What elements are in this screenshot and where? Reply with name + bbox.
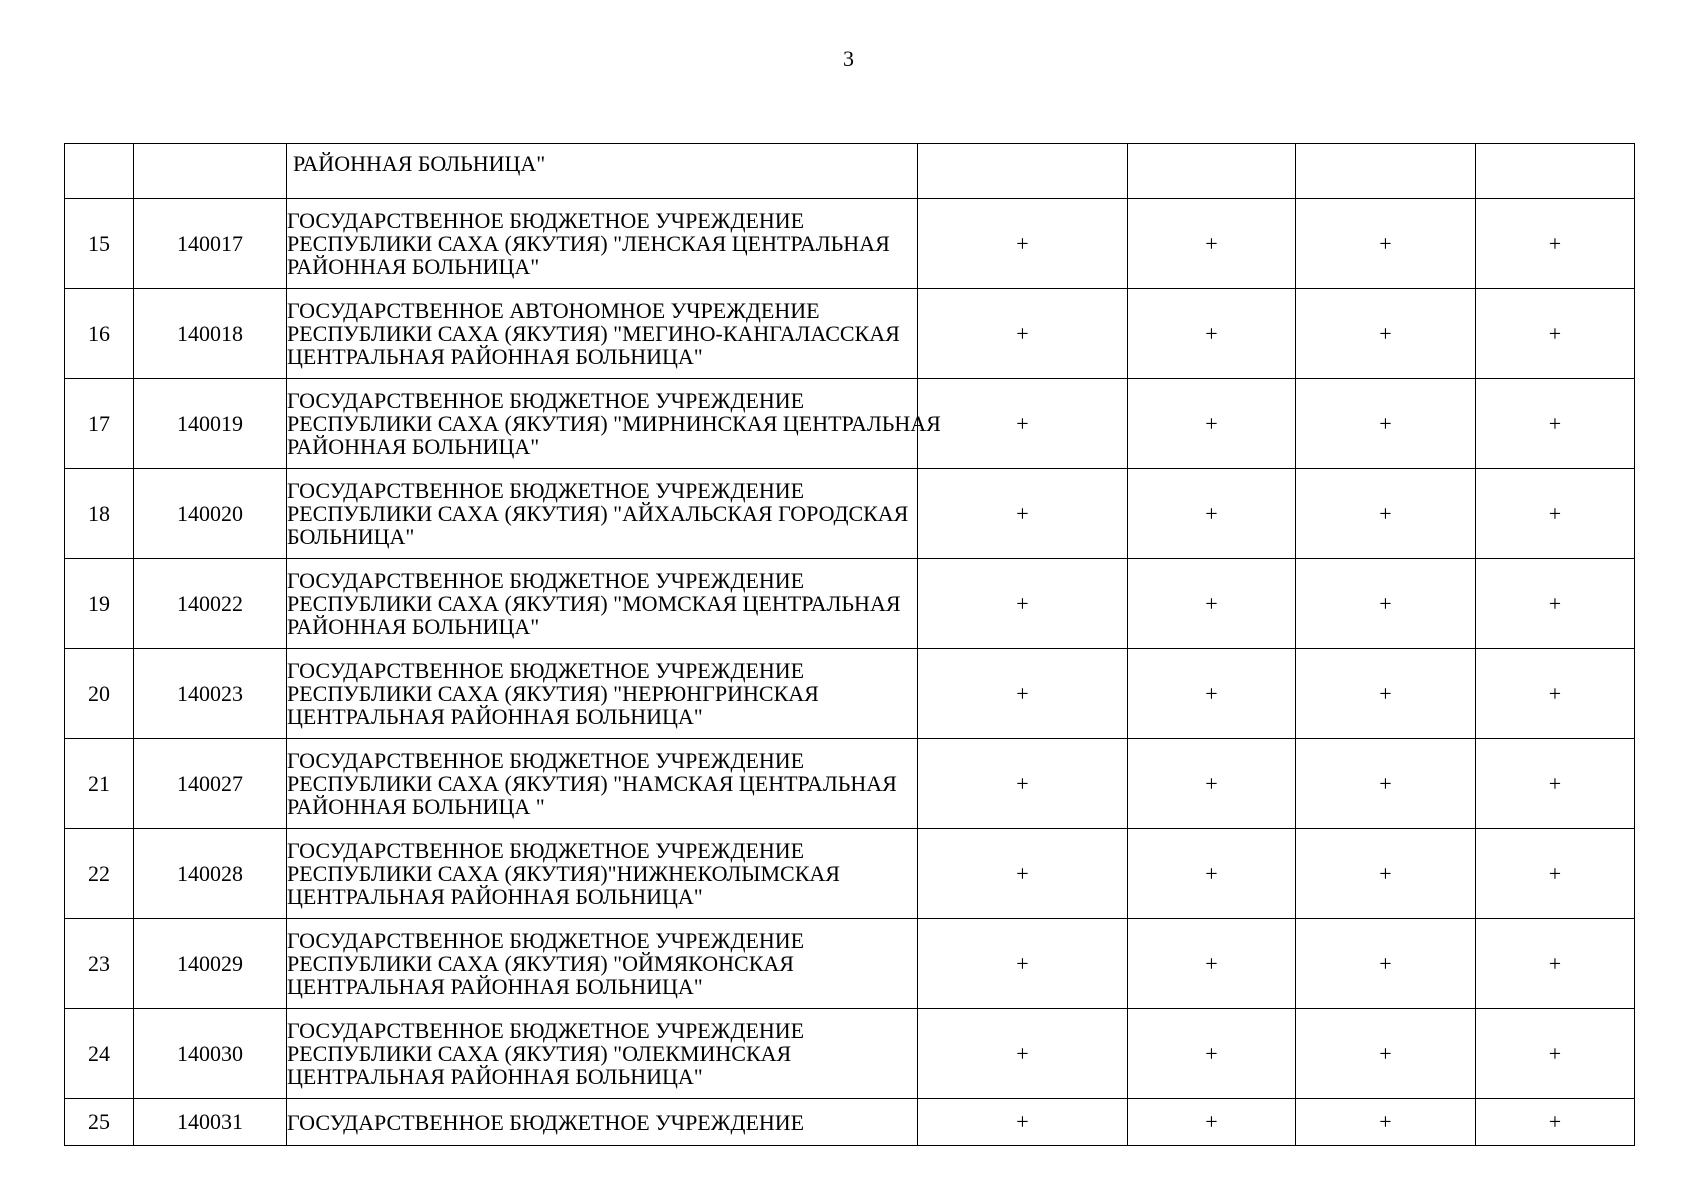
- mark-cell: +: [1296, 829, 1476, 919]
- organization-name-cell: [287, 559, 918, 649]
- mark-cell: [1128, 144, 1296, 199]
- mark-cell: +: [1296, 199, 1476, 289]
- mark-cell: +: [1476, 1009, 1635, 1099]
- mark-cell: [1296, 144, 1476, 199]
- organization-name-line: ГОСУДАРСТВЕННОЕ БЮДЖЕТНОЕ УЧРЕЖДЕНИЕ: [287, 838, 805, 863]
- organization-name-cell: [287, 144, 918, 199]
- row-number-cell: 22: [65, 829, 134, 919]
- organization-name-line: ГОСУДАРСТВЕННОЕ БЮДЖЕТНОЕ УЧРЕЖДЕНИЕ: [287, 928, 805, 953]
- mark-cell: +: [918, 469, 1128, 559]
- organization-name-line: РЕСПУБЛИКИ САХА (ЯКУТИЯ) "ОЙМЯКОНСКАЯ: [287, 951, 794, 976]
- mark-cell: +: [1476, 919, 1635, 1009]
- row-number-cell: 18: [65, 469, 134, 559]
- organization-name-line: ГОСУДАРСТВЕННОЕ БЮДЖЕТНОЕ УЧРЕЖДЕНИЕ: [287, 208, 805, 233]
- mark-cell: +: [1128, 289, 1296, 379]
- table-row: [65, 649, 1635, 739]
- mark-cell: +: [1128, 739, 1296, 829]
- mark-cell: +: [1476, 469, 1635, 559]
- organization-name-line: РАЙОННАЯ БОЛЬНИЦА": [287, 614, 540, 639]
- mark-cell: +: [1296, 1009, 1476, 1099]
- mark-cell: +: [1296, 559, 1476, 649]
- table-row: [65, 559, 1635, 649]
- organization-name-cell: [287, 829, 918, 919]
- organizations-table: [64, 143, 1635, 1146]
- organization-name-line: РЕСПУБЛИКИ САХА (ЯКУТИЯ)"НИЖНЕКОЛЫМСКАЯ: [287, 861, 840, 886]
- organization-name-line: РЕСПУБЛИКИ САХА (ЯКУТИЯ) "МИРНИНСКАЯ ЦЕНТРАЛЬНАЯ: [287, 411, 941, 436]
- organization-name-line: РЕСПУБЛИКИ САХА (ЯКУТИЯ) "ЛЕНСКАЯ ЦЕНТРАЛЬНАЯ: [287, 231, 890, 256]
- row-number-cell: 15: [65, 199, 134, 289]
- registry-code-cell: 140022: [134, 559, 287, 649]
- organization-name-line: РАЙОННАЯ БОЛЬНИЦА ": [287, 794, 545, 819]
- organization-name-line: РАЙОННАЯ БОЛЬНИЦА": [287, 254, 540, 279]
- table-row: [65, 469, 1635, 559]
- organization-name-cell: [287, 289, 918, 379]
- registry-code-cell: 140030: [134, 1009, 287, 1099]
- mark-cell: +: [1128, 379, 1296, 469]
- continuation-row: [65, 144, 1635, 199]
- mark-cell: [918, 144, 1128, 199]
- organization-name-line: РЕСПУБЛИКИ САХА (ЯКУТИЯ) "ОЛЕКМИНСКАЯ: [287, 1041, 792, 1066]
- mark-cell: +: [1296, 289, 1476, 379]
- table-body: [65, 144, 1635, 1146]
- organization-name-line: РАЙОННАЯ БОЛЬНИЦА": [287, 434, 540, 459]
- organization-name-line: ГОСУДАРСТВЕННОЕ БЮДЖЕТНОЕ УЧРЕЖДЕНИЕ: [287, 568, 805, 593]
- row-number-cell: 25: [65, 1099, 134, 1146]
- organization-name-cell: [287, 649, 918, 739]
- table-row: [65, 379, 1635, 469]
- mark-cell: +: [1296, 469, 1476, 559]
- organization-name-line: РАЙОННАЯ БОЛЬНИЦА": [293, 151, 546, 176]
- row-number-cell: 17: [65, 379, 134, 469]
- organization-name-line: ЦЕНТРАЛЬНАЯ РАЙОННАЯ БОЛЬНИЦА": [287, 704, 703, 729]
- table-row: [65, 289, 1635, 379]
- mark-cell: +: [918, 739, 1128, 829]
- organization-name-cell: [287, 739, 918, 829]
- row-number-cell: 20: [65, 649, 134, 739]
- mark-cell: +: [918, 919, 1128, 1009]
- mark-cell: +: [918, 1009, 1128, 1099]
- mark-cell: +: [918, 1099, 1128, 1146]
- mark-cell: +: [1476, 379, 1635, 469]
- row-number-cell: 23: [65, 919, 134, 1009]
- mark-cell: +: [1296, 739, 1476, 829]
- registry-code-cell: [134, 144, 287, 199]
- mark-cell: +: [1476, 649, 1635, 739]
- registry-code-cell: 140029: [134, 919, 287, 1009]
- mark-cell: +: [918, 199, 1128, 289]
- table-row: [65, 829, 1635, 919]
- table-row: [65, 739, 1635, 829]
- organization-name-line: ГОСУДАРСТВЕННОЕ БЮДЖЕТНОЕ УЧРЕЖДЕНИЕ: [287, 1018, 805, 1043]
- mark-cell: +: [1128, 469, 1296, 559]
- organization-name-line: ГОСУДАРСТВЕННОЕ БЮДЖЕТНОЕ УЧРЕЖДЕНИЕ: [287, 1109, 805, 1135]
- mark-cell: +: [1128, 1099, 1296, 1146]
- mark-cell: +: [1128, 649, 1296, 739]
- organization-name-line: РЕСПУБЛИКИ САХА (ЯКУТИЯ) "МОМСКАЯ ЦЕНТРАЛЬНАЯ: [287, 591, 901, 616]
- organization-name-line: БОЛЬНИЦА": [287, 524, 415, 549]
- organization-name-line: РЕСПУБЛИКИ САХА (ЯКУТИЯ) "НЕРЮНГРИНСКАЯ: [287, 681, 819, 706]
- table-row: [65, 199, 1635, 289]
- table-row: [65, 1099, 1635, 1146]
- row-number-cell: 21: [65, 739, 134, 829]
- mark-cell: +: [1296, 1099, 1476, 1146]
- organization-name-line: ЦЕНТРАЛЬНАЯ РАЙОННАЯ БОЛЬНИЦА": [287, 974, 703, 999]
- organization-name-cell: [287, 1099, 918, 1146]
- registry-code-cell: 140017: [134, 199, 287, 289]
- mark-cell: +: [1296, 379, 1476, 469]
- mark-cell: +: [918, 559, 1128, 649]
- registry-code-cell: 140019: [134, 379, 287, 469]
- organization-name-line: РЕСПУБЛИКИ САХА (ЯКУТИЯ) "АЙХАЛЬСКАЯ ГОРОДСКАЯ: [287, 501, 909, 526]
- mark-cell: +: [1476, 829, 1635, 919]
- page-number: 3: [843, 46, 854, 71]
- organization-name-line: ЦЕНТРАЛЬНАЯ РАЙОННАЯ БОЛЬНИЦА": [287, 1064, 703, 1089]
- mark-cell: +: [1476, 1099, 1635, 1146]
- mark-cell: +: [918, 649, 1128, 739]
- mark-cell: +: [1128, 199, 1296, 289]
- mark-cell: +: [1476, 559, 1635, 649]
- mark-cell: +: [1128, 829, 1296, 919]
- mark-cell: +: [918, 829, 1128, 919]
- mark-cell: +: [1296, 919, 1476, 1009]
- table-row: [65, 1009, 1635, 1099]
- row-number-cell: [65, 144, 134, 199]
- registry-code-cell: 140028: [134, 829, 287, 919]
- registry-code-cell: 140020: [134, 469, 287, 559]
- registry-code-cell: 140018: [134, 289, 287, 379]
- registry-code-cell: 140031: [134, 1099, 287, 1146]
- mark-cell: +: [1128, 919, 1296, 1009]
- mark-cell: [1476, 144, 1635, 199]
- organization-name-cell: [287, 469, 918, 559]
- organization-name-line: ГОСУДАРСТВЕННОЕ БЮДЖЕТНОЕ УЧРЕЖДЕНИЕ: [287, 478, 805, 503]
- registry-code-cell: 140023: [134, 649, 287, 739]
- mark-cell: +: [918, 289, 1128, 379]
- mark-cell: +: [1476, 289, 1635, 379]
- row-number-cell: 24: [65, 1009, 134, 1099]
- row-number-cell: 19: [65, 559, 134, 649]
- mark-cell: +: [1476, 739, 1635, 829]
- mark-cell: +: [1128, 1009, 1296, 1099]
- table-row: [65, 919, 1635, 1009]
- organization-name-line: ГОСУДАРСТВЕННОЕ БЮДЖЕТНОЕ УЧРЕЖДЕНИЕ: [287, 388, 805, 413]
- registry-code-cell: 140027: [134, 739, 287, 829]
- mark-cell: +: [1296, 649, 1476, 739]
- mark-cell: +: [1128, 559, 1296, 649]
- mark-cell: +: [1476, 199, 1635, 289]
- organization-name-line: ГОСУДАРСТВЕННОЕ АВТОНОМНОЕ УЧРЕЖДЕНИЕ: [287, 298, 820, 323]
- organization-name-line: РЕСПУБЛИКИ САХА (ЯКУТИЯ) "НАМСКАЯ ЦЕНТРАЛЬНАЯ: [287, 771, 897, 796]
- organization-name-line: ГОСУДАРСТВЕННОЕ БЮДЖЕТНОЕ УЧРЕЖДЕНИЕ: [287, 748, 805, 773]
- organization-name-line: ЦЕНТРАЛЬНАЯ РАЙОННАЯ БОЛЬНИЦА": [287, 344, 703, 369]
- organization-name-cell: [287, 919, 918, 1009]
- organization-name-line: ЦЕНТРАЛЬНАЯ РАЙОННАЯ БОЛЬНИЦА": [287, 884, 703, 909]
- organization-name-line: РЕСПУБЛИКИ САХА (ЯКУТИЯ) "МЕГИНО-КАНГАЛАССКАЯ: [287, 321, 900, 346]
- organization-name-cell: [287, 379, 941, 469]
- row-number-cell: 16: [65, 289, 134, 379]
- organization-name-cell: [287, 199, 918, 289]
- mark-cell: +: [918, 379, 1128, 469]
- organization-name-line: ГОСУДАРСТВЕННОЕ БЮДЖЕТНОЕ УЧРЕЖДЕНИЕ: [287, 658, 805, 683]
- organization-name-cell: [287, 1009, 918, 1099]
